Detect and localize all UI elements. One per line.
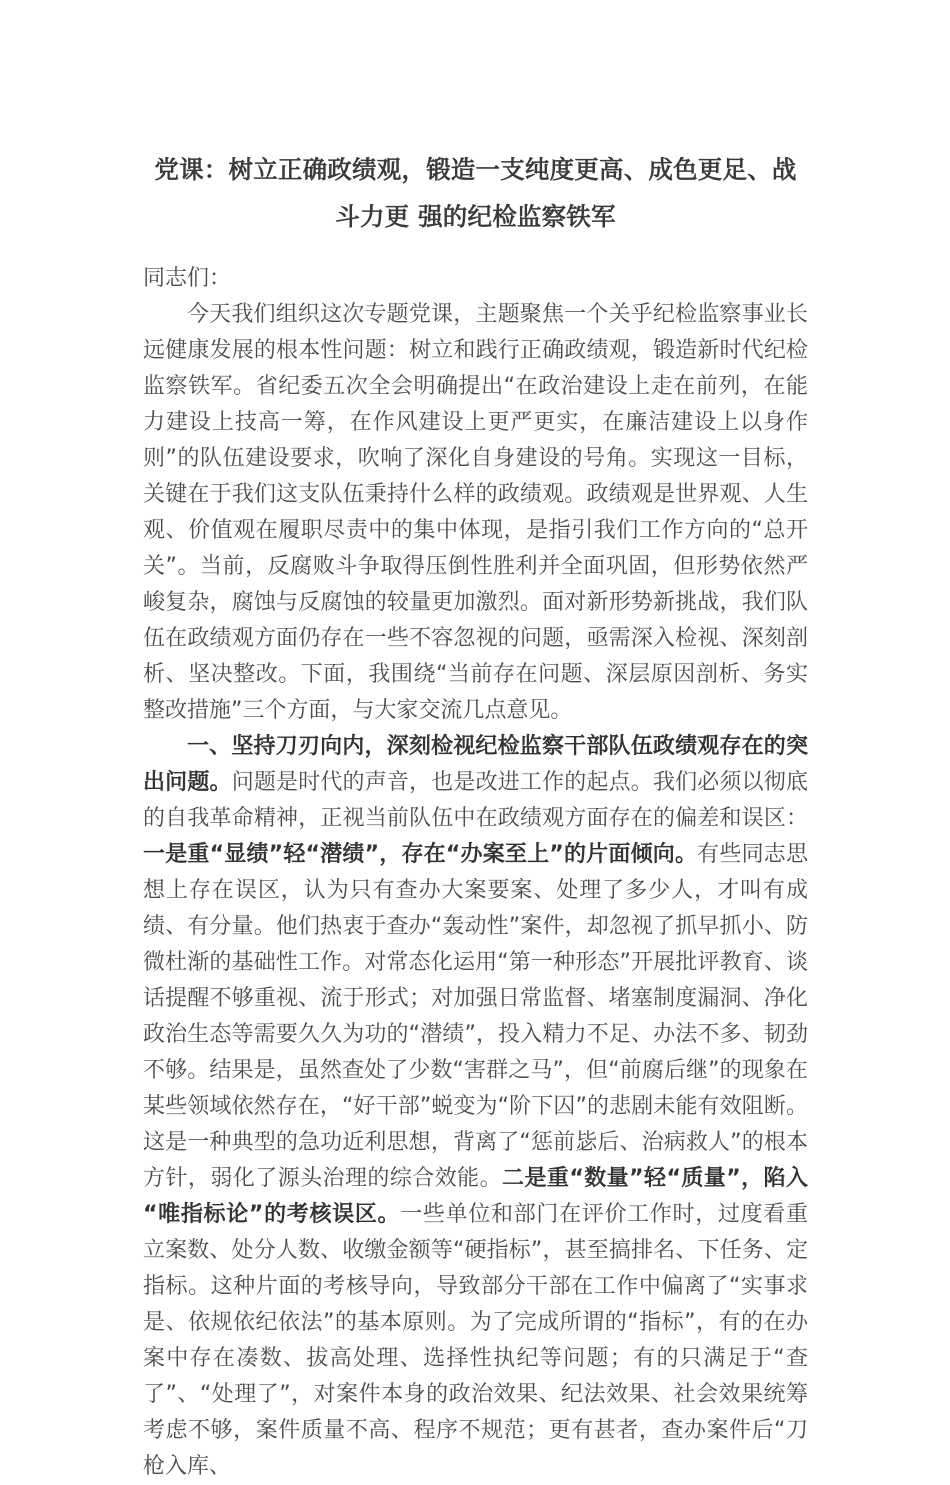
text-run: 有些同志思想上存在误区，认为只有查办大案要案、处理了多少人，才叫有成绩、有分量。他们热衷于查办“轰动性”案件，却忽视了抓早抓小、防微杜渐的基础性工作。对常态化运用“第一种形态”开展批评教育、谈话提醒不够重视、流于形式；对加强日常监督、堵塞制度漏洞、净化政治生态等需要久久为功的“潜绩”，投入精力不足、办法不多、韧劲不够。结果是，虽然查处了少数“害群之马”，但“前腐后继”的现象在某些领域依然存在，“好干部”蜕变为“阶下囚”的悲剧未能有效阻断。这是一种典型的急功近利思想，背离了“惩前毖后、治病救人”的根本方针，弱化了源头治理的综合效能。 — [143, 842, 808, 1191]
page-title — [143, 0, 808, 240]
text-run: 一些单位和部门在评价工作时，过度看重立案数、处分人数、收缴金额等“硬指标”，甚至搞排名、下任务、定指标。这种片面的考核导向，导致部分干部在工作中偏离了“实事求是、依规依纪依法”的基本原则。为了完成所谓的“指标”，有的在办案中存在凑数、拔高处理、选择性执纪等问题；有的只满足于“查了”、“处理了”，对案件本身的政治效果、纪法效果、社会效果统筹考虑不够，案件质量不高、程序不规范；更有甚者，查办案件后“刀枪入库、 — [143, 1202, 808, 1479]
page-title-line-1: 党课：树立正确政绩观，锻造一支纯度更高、成色更足、战斗力更 — [154, 155, 797, 231]
paragraph-section-one — [143, 729, 808, 1485]
text-run: 问题是时代的声音，也是改进工作的起点。我们必须以彻底的自我革命精神，正视当前队伍中在政绩观方面存在的偏差和误区： — [143, 770, 808, 831]
emphasis-run: 二是重“数量”轻“质量”，陷入“唯指标论”的考核误区。 — [143, 1166, 808, 1227]
emphasis-run: 一是重“显绩”轻“潜绩”，存在“办案至上”的片面倾向。 — [143, 842, 698, 867]
document-body — [143, 297, 808, 1485]
text-run: 今天我们组织这次专题党课，主题聚焦一个关乎纪检监察事业长远健康发展的根本性问题：树立和践行正确政绩观，锻造新时代纪检监察铁军。省纪委五次全会明确提出“在政治建设上走在前列，在能力建设上技高一筹，在作风建设上更严更实，在廉洁建设上以身作则”的队伍建设要求，吹响了深化自身建设的号角。实现这一目标，关键在于我们这支队伍秉持什么样的政绩观。政绩观是世界观、人生观、价值观在履职尽责中的集中体现，是指引我们工作方向的“总开关”。当前，反腐败斗争取得压倒性胜利并全面巩固，但形势依然严峻复杂，腐蚀与反腐蚀的较量更加激烈。面对新形势新挑战，我们队伍在政绩观方面仍存在一些不容忽视的问题，亟需深入检视、深刻剖析、坚决整改。下面，我围绕“当前存在问题、深层原因剖析、务实整改措施”三个方面，与大家交流几点意见。 — [143, 302, 808, 723]
paragraph-intro — [143, 297, 808, 729]
salutation: 同志们： — [143, 266, 232, 291]
page-title-line-2: 强的纪检监察铁军 — [418, 202, 616, 231]
emphasis-run: 一、坚持刀刃向内，深刻检视纪检监察干部队伍政绩观存在的突出问题。 — [143, 734, 808, 795]
